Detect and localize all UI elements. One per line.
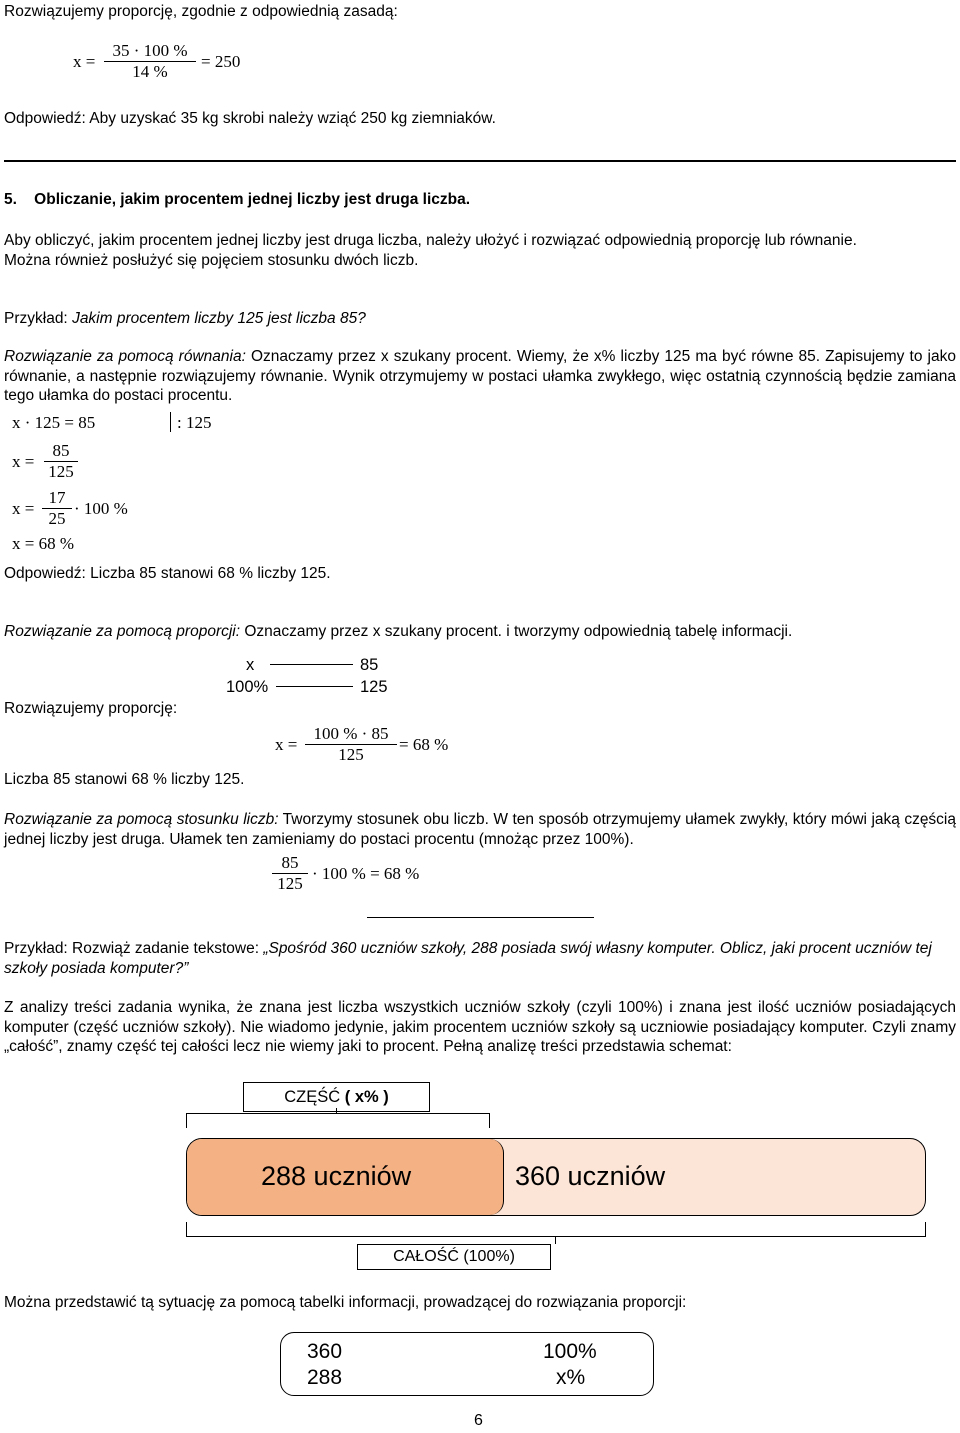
method-ratio-text: Tworzymy stosunek obu liczb. W ten sposób otrzymujemy ułamek zwykły, który mówi jaką częścią jednej liczby jest druga. Ułamek ten zamieniamy do postaci procentu (mnożąc przez 100%). (4, 811, 956, 848)
part-label-word: CZĘŚĆ (284, 1088, 345, 1106)
section-divider (4, 160, 956, 162)
intro-eq-rhs: = 250 (201, 52, 241, 71)
equation-step2-lhs: x = (12, 452, 35, 471)
info-table-intro: Można przedstawić tą sytuację za pomocą tabelki informacji, prowadzącej do rozwiązania proporcji: (4, 1294, 687, 1311)
separator-line (367, 917, 594, 918)
page-number: 6 (474, 1412, 483, 1429)
section-title: Obliczanie, jakim procentem jednej liczby jest druga liczba. (34, 191, 471, 208)
intro-eq-fraction (104, 41, 196, 81)
proportion-eq-lhs: x = (275, 735, 298, 754)
proportion-row2-right: 125 (360, 678, 388, 696)
equation-step3-rhs: · 100 % (74, 499, 128, 518)
whole-label-box: CAŁOŚĆ (100%) (357, 1244, 551, 1270)
task-prefix: Przykład: Rozwiąż zadanie tekstowe: (4, 940, 264, 957)
intro-answer: Odpowiedź: Aby uzyskać 35 kg skrobi należy wziąć 250 kg ziemniaków. (4, 110, 496, 127)
proportion-result: Liczba 85 stanowi 68 % liczby 125. (4, 771, 245, 788)
equation-step3-denominator: 25 (42, 508, 72, 529)
equation-operation-bar (170, 412, 171, 432)
intro-text: Rozwiązujemy proporcję, zgodnie z odpowiednią zasadą: (4, 3, 398, 20)
example-question (4, 309, 366, 329)
equation-step1-operation: : 125 (177, 413, 212, 432)
part-label-percent: ( x% ) (344, 1088, 389, 1106)
proportion-row1-left: x (246, 656, 255, 674)
ratio-denominator: 125 (272, 873, 308, 894)
task-analysis: Z analizy treści zadania wynika, że znana jest liczba wszystkich uczniów szkoły (czyli 100%) i znana jest ilość uczniów posiadających komputer (część uczniów szkoły). Nie wiadomo jedynie, jakim procentem uczniów szkoły są uczniowie posiadający komputer. Czyli znamy „całość”, znamy część tej całości lecz nie wiemy jaki to procent. Pełną analizę treści przedstawia schemat: (4, 999, 956, 1055)
proportion-row2-left: 100% (226, 678, 269, 696)
method-ratio-label: Rozwiązanie za pomocą stosunku liczb: (4, 811, 279, 828)
info-r1c2: 100% (543, 1340, 597, 1363)
example-text: Jakim procentem liczby 125 jest liczba 85? (72, 310, 366, 327)
whole-brace (186, 1222, 926, 1237)
method-equation-answer: Odpowiedź: Liczba 85 stanowi 68 % liczby 125. (4, 565, 331, 582)
example-prefix: Przykład: (4, 310, 73, 327)
method-ratio-paragraph (4, 810, 956, 849)
part-brace (186, 1113, 490, 1128)
proportion-eq-rhs: = 68 % (399, 735, 449, 754)
equation-step3-lhs: x = (12, 499, 35, 518)
proportion-row2-line (276, 686, 353, 687)
task-paragraph (4, 939, 956, 978)
ratio-numerator: 85 (281, 853, 299, 872)
info-r1c1: 360 (307, 1340, 343, 1363)
equation-step4: x = 68 % (12, 534, 74, 553)
section-number: 5. (4, 191, 17, 208)
proportion-eq-fraction (305, 724, 397, 764)
whole-brace-tick (555, 1236, 556, 1244)
proportion-row1-right: 85 (360, 656, 379, 674)
whole-value: 360 uczniów (515, 1161, 666, 1191)
info-r2c1: 288 (307, 1366, 343, 1389)
section-heading (4, 190, 470, 210)
equation-step3-fraction (42, 488, 72, 528)
part-value: 288 uczniów (261, 1161, 412, 1191)
equation-step1: x · 125 = 85 (12, 413, 96, 432)
equation-step2-fraction (44, 441, 78, 481)
proportion-solve-label: Rozwiązujemy proporcję: (4, 700, 178, 717)
equation-step2-numerator: 85 (52, 441, 70, 460)
ratio-fraction (272, 853, 308, 893)
intro-eq-denominator: 14 % (104, 61, 196, 82)
proportion-eq-numerator: 100 % · 85 (313, 724, 389, 743)
task-text: „Spośród 360 uczniów szkoły, 288 posiada swój własny komputer. Oblicz, jaki procent uczniów tej szkoły posiada komputer?” (4, 940, 932, 977)
info-r2c2: x% (556, 1366, 586, 1389)
section-paragraph-line2: Można również posłużyć się pojęciem stosunku dwóch liczb. (4, 252, 419, 269)
method-proportion-paragraph (4, 622, 792, 642)
equation-step2-denominator: 125 (44, 461, 78, 482)
intro-eq-lhs: x = (73, 52, 96, 71)
method-equation-paragraph (4, 347, 956, 406)
intro-eq-numerator: 35 · 100 % (112, 41, 188, 60)
section-paragraph-line1: Aby obliczyć, jakim procentem jednej liczby jest druga liczba, należy ułożyć i rozwiązać odpowiednią proporcję lub równanie. (4, 232, 857, 249)
method-proportion-text: Oznaczamy przez x szukany procent. i tworzymy odpowiednią tabelę informacji. (240, 623, 793, 640)
equation-step3-numerator: 17 (48, 488, 66, 507)
ratio-rhs: · 100 % = 68 % (312, 864, 420, 883)
method-equation-label: Rozwiązanie za pomocą równania: (4, 348, 246, 365)
proportion-eq-denominator: 125 (305, 744, 397, 765)
method-proportion-label: Rozwiązanie za pomocą proporcji: (4, 623, 241, 640)
proportion-row1-line (270, 664, 353, 665)
method-equation-text: Oznaczamy przez x szukany procent. Wiemy, że x% liczby 125 ma być równe 85. Zapisujemy to jako równanie, a następnie rozwiązujemy równanie. Wynik otrzymujemy w postaci ułamka zwykłego, więc ostatnią czynnością będzie zamiana tego ułamka do postaci procentu. (4, 348, 956, 404)
whole-bar (186, 1138, 926, 1216)
